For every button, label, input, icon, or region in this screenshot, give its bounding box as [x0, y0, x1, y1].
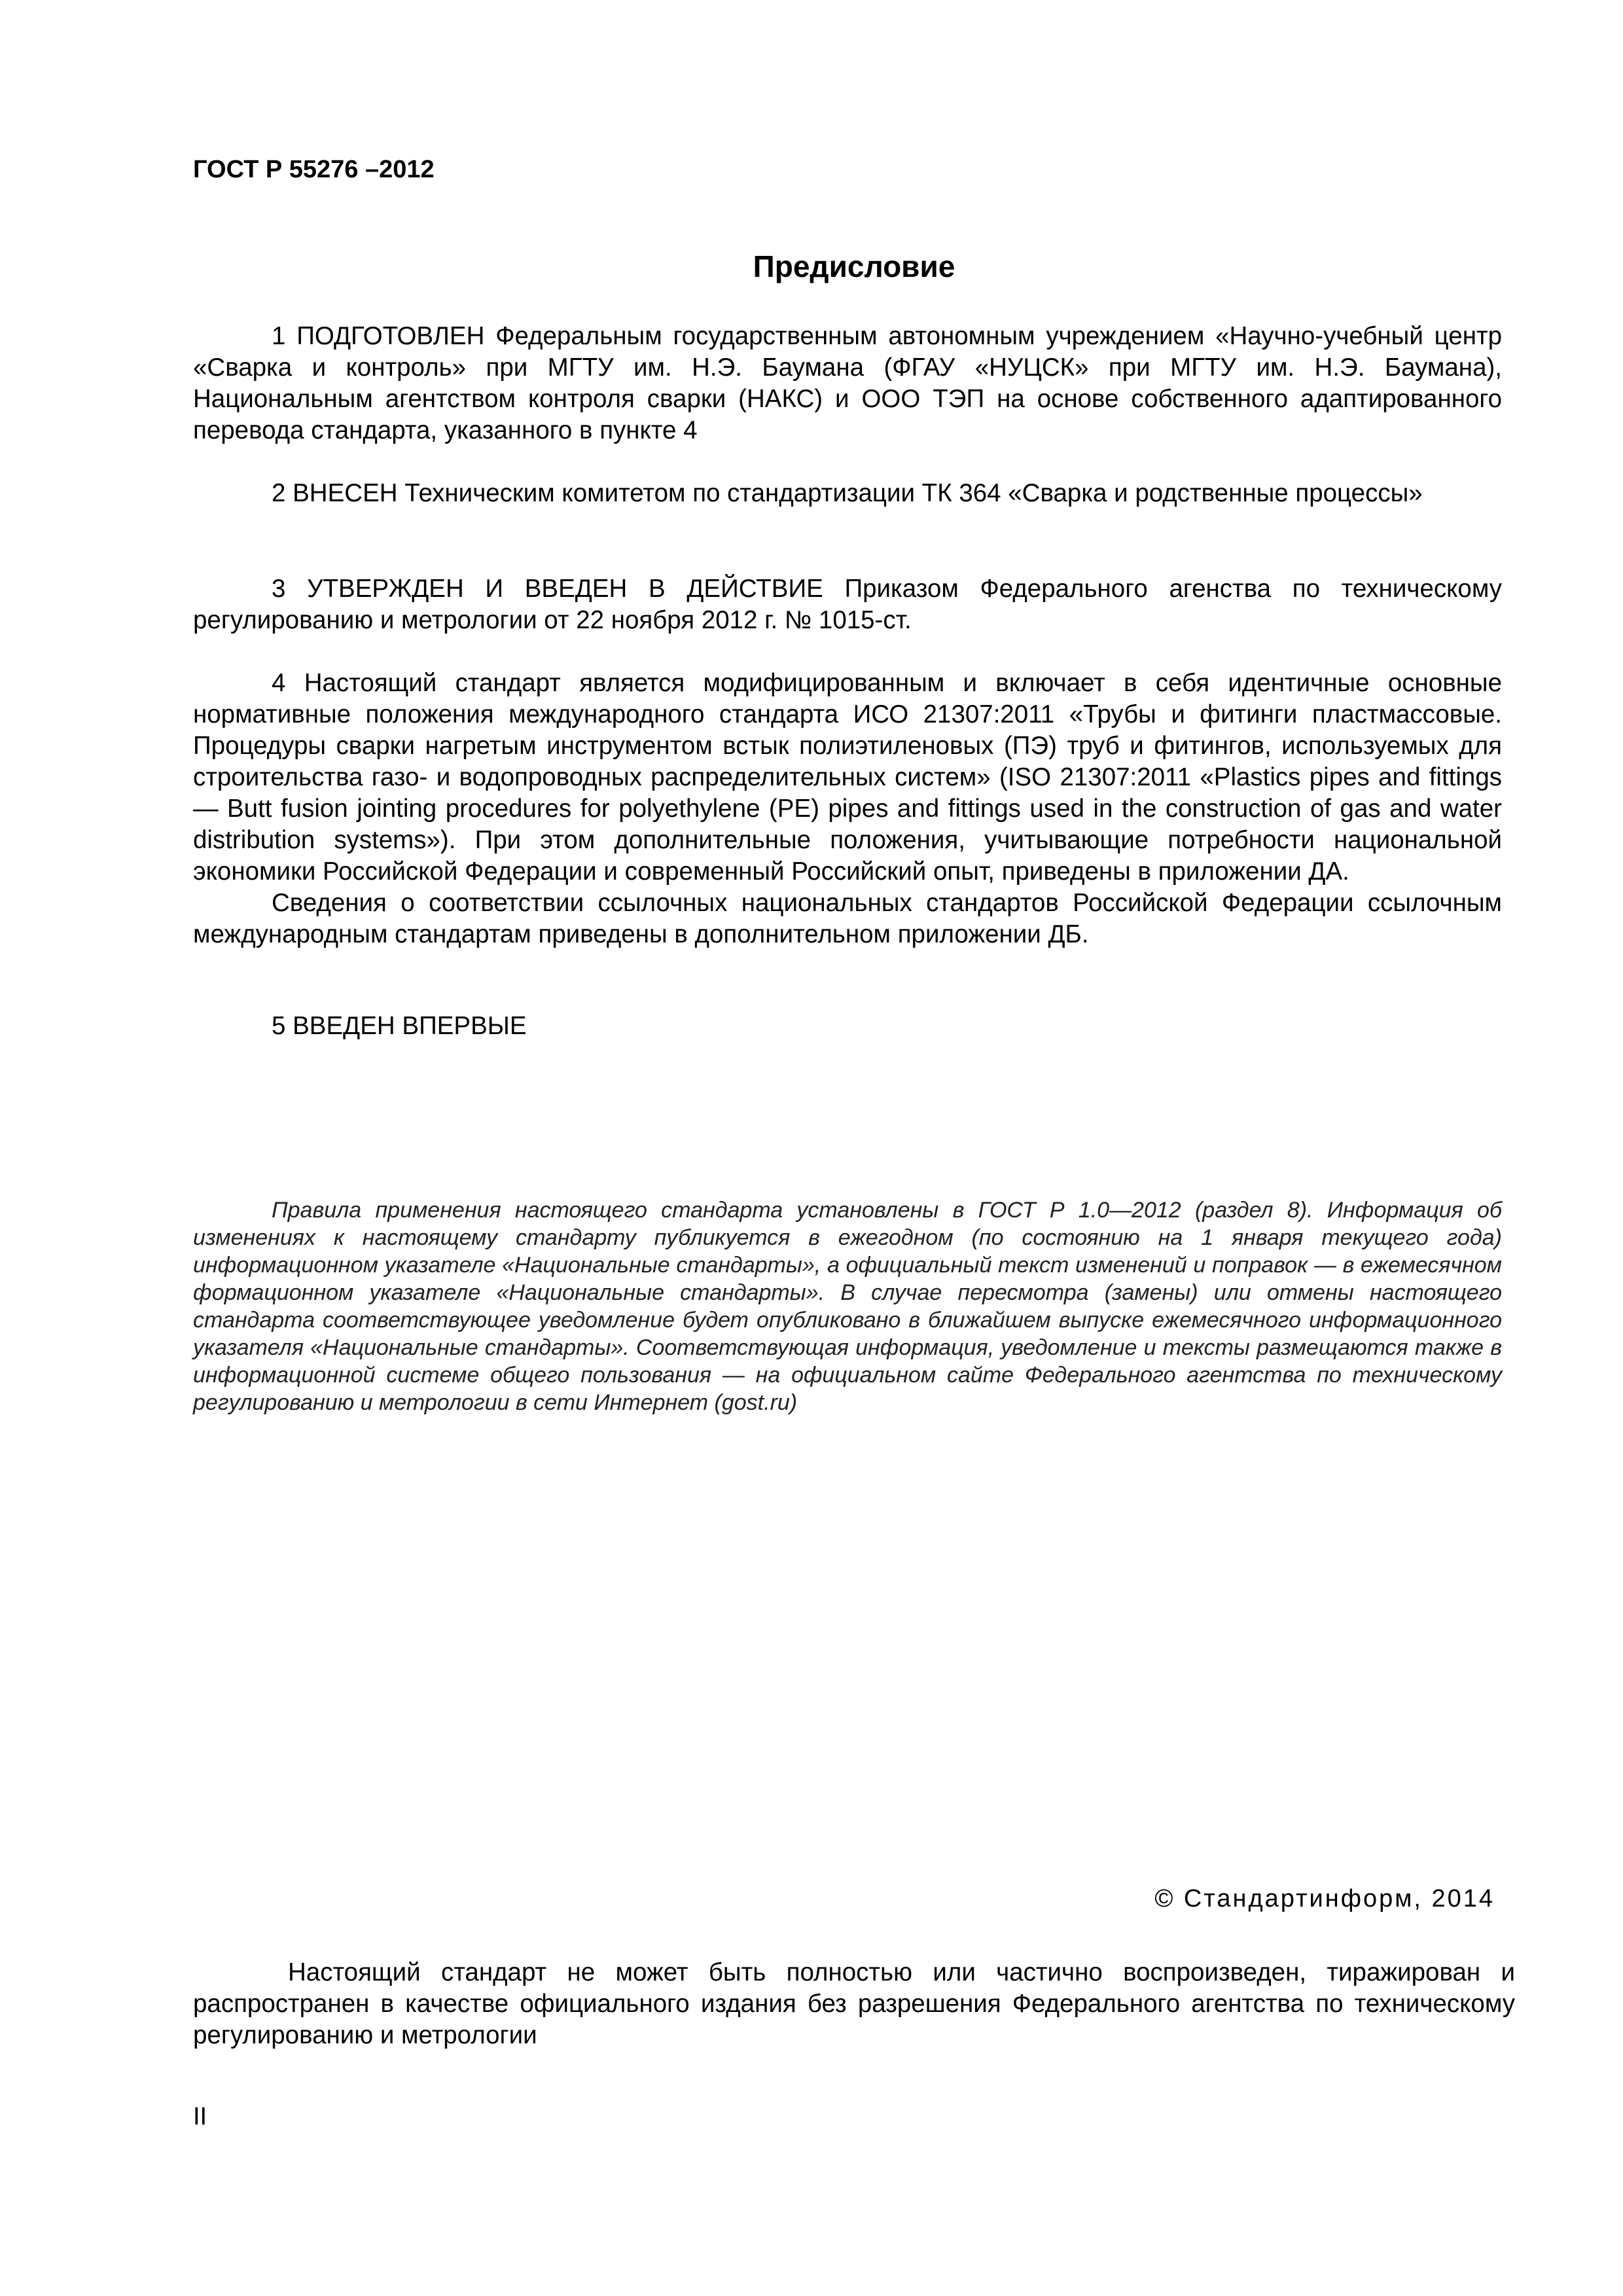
foreword-item-1 [193, 321, 1502, 446]
application-rules-text: Правила применения настоящего стандарта установлены в ГОСТ Р 1.0—2012 (раздел 8). Информация об изменениях к настоящему стандарту публикуется в ежегодном (по состоянию на 1 января текущего года) информационном указателе «Национальные стандарты», а официальный текст изменений и поправок — в ежемесячном формационном указателе «Национальные стандарты». В случае пересмотра (замены) или отмены настоящего стандарта соответствующее уведомление будет опубликовано в ближайшем выпуске ежемесячного информационного указателя «Национальные стандарты». Соответствующая информация, уведомление и тексты размещаются также в информационной системе общего пользования — на официальном сайте Федерального агентства по техническому регулированию и метрологии в сети Интернет (gost.ru) [193, 1198, 1502, 1415]
foreword-item-5-text: 5 ВВЕДЕН ВПЕРВЫЕ [272, 1012, 527, 1040]
foreword-item-2-text: 2 ВНЕСЕН Техническим комитетом по стандартизации ТК 364 «Сварка и родственные процессы» [272, 479, 1423, 507]
document-code: ГОСТ Р 55276 –2012 [193, 156, 435, 183]
application-rules-notice [193, 1196, 1502, 1416]
foreword-item-3-text: 3 УТВЕРЖДЕН И ВВЕДЕН В ДЕЙСТВИЕ Приказом Федерального агенства по техническому регулированию и метрологии от 22 ноября 2012 г. № 1015-ст. [193, 575, 1502, 634]
page-title: Предисловие [753, 249, 955, 283]
copyright: © Стандартинформ, 2014 [1154, 1885, 1495, 1912]
foreword-item-4 [193, 668, 1502, 950]
foreword-item-5 [193, 1011, 1502, 1042]
foreword-item-2 [193, 478, 1502, 509]
reproduction-restriction-text: Настоящий стандарт не может быть полностью или частично воспроизведен, тиражирован и распространен в качестве официального издания без разрешения Федерального агентства по техническому регулированию и метрологии [193, 1958, 1515, 2049]
foreword-item-4-references: Сведения о соответствии ссылочных национальных стандартов Российской Федерации ссылочным международным стандартам приведены в дополнительном приложении ДБ. [193, 889, 1502, 948]
foreword-item-1-text: 1 ПОДГОТОВЛЕН Федеральным государственным автономным учреждением «Научно-учебный центр «Сварка и контроль» при МГТУ им. Н.Э. Баумана (ФГАУ «НУЦСК» при МГТУ им. Н.Э. Баумана), Национальным агентством контроля сварки (НАКС) и ООО ТЭП на основе собственного адаптированного перевода стандарта, указанного в пункте 4 [193, 322, 1502, 444]
reproduction-restriction [193, 1957, 1515, 2051]
foreword-item-4-text: 4 Настоящий стандарт является модифицированным и включает в себя идентичные основные нормативные положения международного стандарта ИСО 21307:2011 «Трубы и фитинги пластмассовые. Процедуры сварки нагретым инструментом встык полиэтиленовых (ПЭ) труб и фитингов, используемых для строительства газо- и водопроводных распределительных систем» (ISO 21307:2011 «Plastics pipes and fittings — Butt fusion jointing procedures for polyethylene (PE) pipes and fittings used in the construction of gas and water distribution systems»). При этом дополнительные положения, учитывающие потребности национальной экономики Российской Федерации и современный Российский опыт, приведены в приложении ДА. [193, 669, 1502, 886]
page-number: II [193, 2103, 207, 2130]
foreword-item-3 [193, 573, 1502, 636]
